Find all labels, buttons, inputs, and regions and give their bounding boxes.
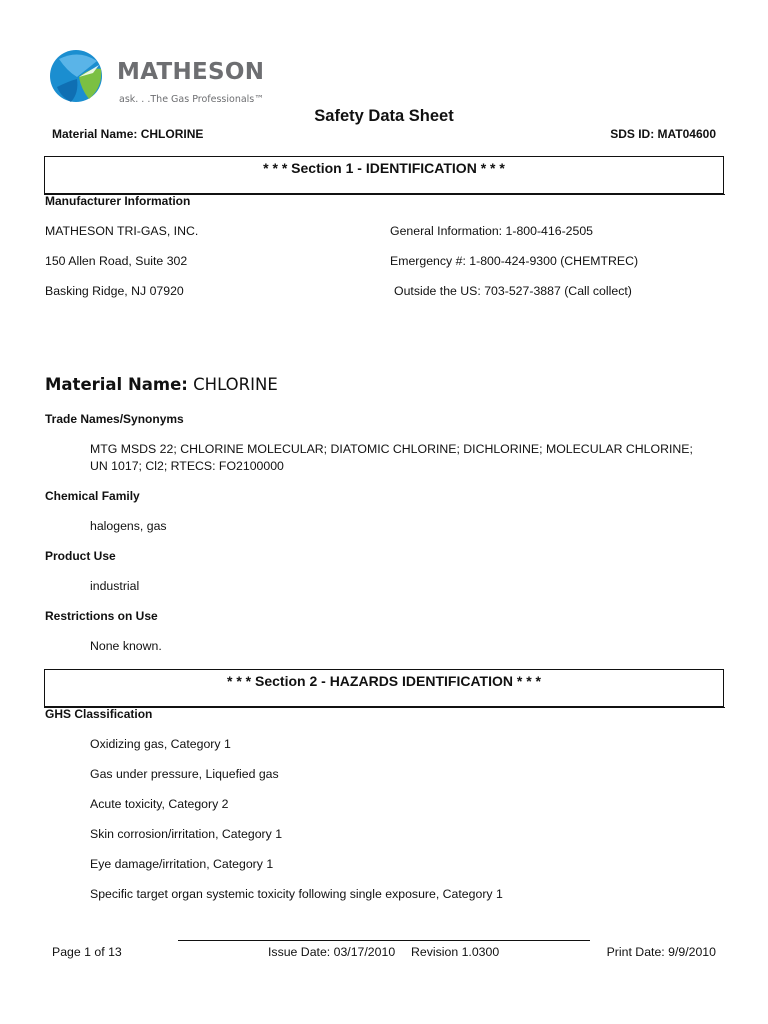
manufacturer-street: 150 Allen Road, Suite 302	[45, 254, 188, 268]
globe-icon	[49, 47, 105, 105]
brand-tagline: ask. . .The Gas Professionals™	[119, 94, 264, 105]
footer-rule	[178, 940, 590, 941]
brand-name: MATHESON	[117, 59, 265, 85]
trade-names-line-1: MTG MSDS 22; CHLORINE MOLECULAR; DIATOMIC CHLORINE; DICHLORINE; MOLECULAR CHLORINE;	[90, 442, 693, 456]
ghs-item: Skin corrosion/irritation, Category 1	[90, 827, 283, 841]
trade-names-line-2: UN 1017; Cl2; RTECS: FO2100000	[90, 459, 284, 473]
section-1-title: * * * Section 1 - IDENTIFICATION * * *	[263, 160, 505, 176]
ghs-classification-heading: GHS Classification	[45, 707, 153, 721]
trade-names-heading: Trade Names/Synonyms	[45, 412, 184, 426]
manufacturer-heading: Manufacturer Information	[45, 194, 191, 208]
manufacturer-name: MATHESON TRI-GAS, INC.	[45, 224, 199, 238]
manufacturer-city: Basking Ridge, NJ 07920	[45, 284, 184, 298]
ghs-item: Gas under pressure, Liquefied gas	[90, 767, 279, 781]
revision: Revision 1.0300	[411, 945, 500, 959]
header-sds-id: SDS ID: MAT04600	[610, 127, 716, 141]
outside-us-phone: Outside the US: 703-527-3887 (Call collect)	[394, 284, 632, 298]
issue-date: Issue Date: 03/17/2010	[268, 945, 396, 959]
chemical-family-heading: Chemical Family	[45, 489, 140, 503]
section-1-box	[44, 156, 724, 194]
ghs-item: Specific target organ systemic toxicity following single exposure, Category 1	[90, 887, 503, 901]
restrictions-value: None known.	[90, 639, 162, 653]
material-name-label: Material Name:	[45, 375, 188, 394]
material-name-value: CHLORINE	[193, 375, 278, 394]
restrictions-heading: Restrictions on Use	[45, 609, 158, 623]
material-name-heading	[45, 375, 278, 394]
ghs-item: Eye damage/irritation, Category 1	[90, 857, 274, 871]
general-info-phone: General Information: 1-800-416-2505	[390, 224, 594, 238]
matheson-logo	[49, 47, 264, 109]
product-use-value: industrial	[90, 579, 140, 593]
emergency-phone: Emergency #: 1-800-424-9300 (CHEMTREC)	[390, 254, 639, 268]
section-2-title: * * * Section 2 - HAZARDS IDENTIFICATION * * *	[227, 673, 541, 689]
ghs-item: Acute toxicity, Category 2	[90, 797, 229, 811]
section-2-box	[44, 669, 724, 707]
document-title: Safety Data Sheet	[314, 107, 454, 125]
product-use-heading: Product Use	[45, 549, 116, 563]
ghs-item: Oxidizing gas, Category 1	[90, 737, 231, 751]
page-number: Page 1 of 13	[52, 945, 122, 959]
chemical-family-value: halogens, gas	[90, 519, 167, 533]
print-date: Print Date: 9/9/2010	[606, 945, 716, 959]
header-material-name: Material Name: CHLORINE	[52, 127, 204, 141]
